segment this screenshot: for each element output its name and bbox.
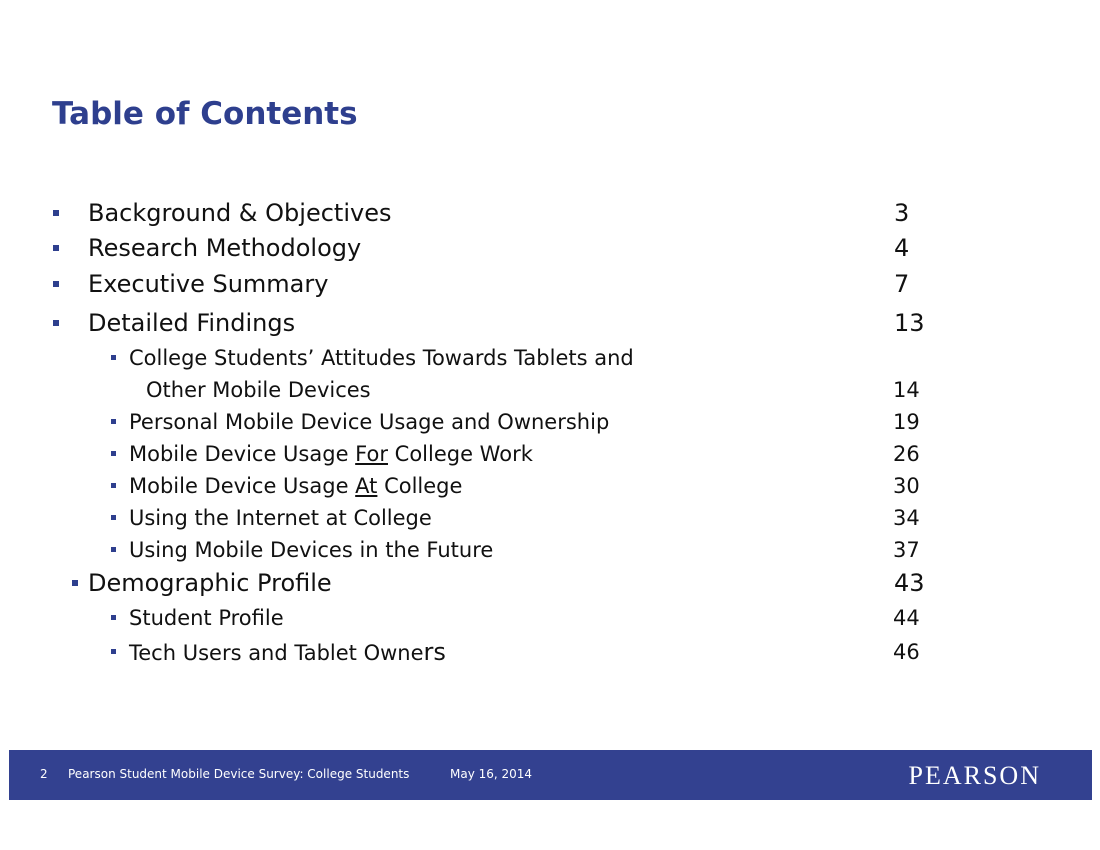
square-bullet-icon <box>53 281 59 287</box>
label-text-tail: rs <box>423 638 446 666</box>
toc-item-label: Research Methodology <box>88 234 362 262</box>
toc-subitem-usage-at-college <box>0 471 1100 503</box>
footer-survey-title: Pearson Student Mobile Device Survey: College Students <box>68 767 410 781</box>
toc-subitem-tech-users <box>0 637 1100 669</box>
label-text: Tech Users and Tablet Owne <box>129 641 424 665</box>
toc-item-label <box>129 439 533 469</box>
toc-page-number: 19 <box>893 410 920 434</box>
footer-date: May 16, 2014 <box>450 767 533 781</box>
toc-page-number: 37 <box>893 538 920 562</box>
toc-subitem-personal-usage <box>0 407 1100 439</box>
toc-item-label: Other Mobile Devices <box>146 378 371 402</box>
toc-item-label <box>129 471 462 501</box>
toc-page-number: 44 <box>893 606 920 630</box>
slide-number: 2 <box>40 767 48 781</box>
toc-page-number: 14 <box>893 378 920 402</box>
toc-item-label: Personal Mobile Device Usage and Ownership <box>129 410 610 434</box>
square-bullet-icon <box>111 451 116 456</box>
underlined-word: At <box>355 474 378 498</box>
label-text: College <box>377 474 463 498</box>
underlined-word: For <box>355 442 388 466</box>
square-bullet-icon <box>111 515 116 520</box>
toc-subitem-future-usage <box>0 535 1100 567</box>
toc-item-label: College Students’ Attitudes Towards Tablets and <box>129 346 634 370</box>
toc-subitem-usage-for-college-work <box>0 439 1100 471</box>
square-bullet-icon <box>53 210 59 216</box>
square-bullet-icon <box>72 580 78 586</box>
toc-item-background <box>0 197 1100 229</box>
toc-item-detailed-findings <box>0 307 1100 339</box>
toc-item-label <box>129 637 446 668</box>
square-bullet-icon <box>111 615 116 620</box>
toc-subitem-attitudes <box>0 343 1100 375</box>
toc-item-label: Using Mobile Devices in the Future <box>129 538 494 562</box>
toc-item-demographic-profile <box>0 567 1100 599</box>
toc-page-number: 43 <box>894 569 925 597</box>
toc-item-label: Executive Summary <box>88 270 329 298</box>
square-bullet-icon <box>111 419 116 424</box>
toc-page-number: 7 <box>894 270 910 298</box>
toc-item-label: Detailed Findings <box>88 309 296 337</box>
page-title: Table of Contents <box>52 96 358 132</box>
square-bullet-icon <box>53 320 59 326</box>
toc-page-number: 13 <box>894 309 925 337</box>
pearson-logo: PEARSON <box>908 761 1041 790</box>
label-text: Mobile Device Usage <box>129 442 356 466</box>
toc-subitem-student-profile <box>0 603 1100 635</box>
square-bullet-icon <box>53 245 59 251</box>
toc-page-number: 46 <box>893 640 920 664</box>
toc-page-number: 30 <box>893 474 920 498</box>
toc-item-methodology <box>0 232 1100 264</box>
toc-item-label: Demographic Profile <box>88 569 332 597</box>
toc-page-number: 34 <box>893 506 920 530</box>
toc-subitem-internet-at-college <box>0 503 1100 535</box>
toc-item-executive-summary <box>0 268 1100 300</box>
square-bullet-icon <box>111 649 116 654</box>
label-text: College Work <box>387 442 533 466</box>
toc-page-number: 3 <box>894 199 910 227</box>
footer-bar <box>9 750 1092 800</box>
label-text: Mobile Device Usage <box>129 474 356 498</box>
toc-page-number: 4 <box>894 234 910 262</box>
toc-page-number: 26 <box>893 442 920 466</box>
toc-subitem-attitudes-continued <box>0 375 1100 407</box>
toc-item-label: Background & Objectives <box>88 199 392 227</box>
square-bullet-icon <box>111 483 116 488</box>
square-bullet-icon <box>111 547 116 552</box>
square-bullet-icon <box>111 355 116 360</box>
toc-item-label: Student Profile <box>129 606 284 630</box>
toc-item-label: Using the Internet at College <box>129 506 432 530</box>
